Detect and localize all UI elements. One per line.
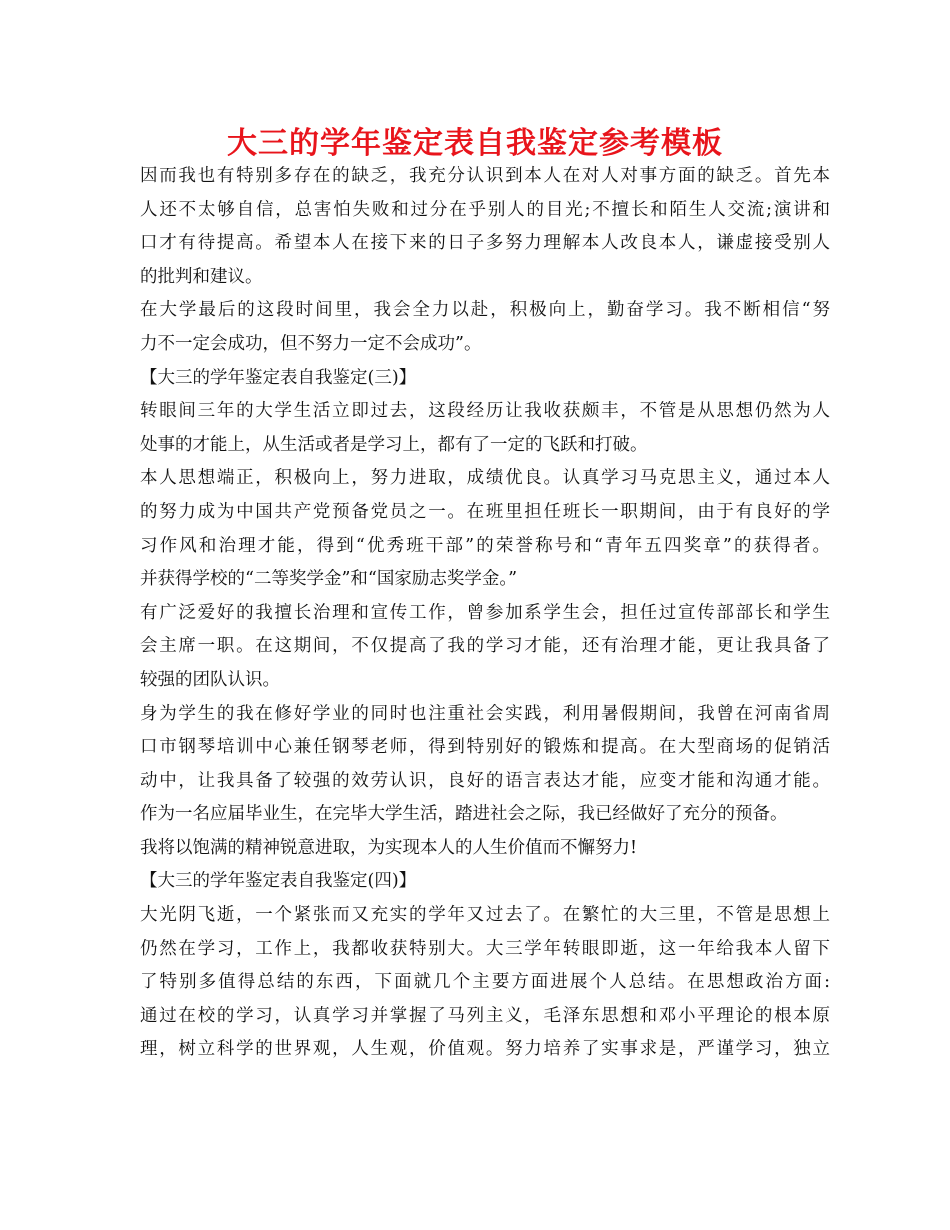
body-line: 口市钢琴培训中心兼任钢琴老师，得到特别好的锻炼和提高。在大型商场的促销活 [140, 737, 830, 758]
body-line: 的批判和建议。 [140, 266, 263, 287]
body-line: 了特别多值得总结的东西，下面就几个主要方面进展个人总结。在思想政治方面: [140, 972, 830, 993]
body-line: 有广泛爱好的我擅长治理和宣传工作，曾参加系学生会，担任过宣传部部长和学生 [140, 602, 830, 623]
body-line: 大光阴飞逝，一个紧张而又充实的学年又过去了。在繁忙的大三里，不管是思想上 [140, 905, 830, 926]
body-line: 仍然在学习，工作上，我都收获特别大。大三学年转眼即逝，这一年给我本人留下 [140, 938, 830, 959]
body-line: 较强的团队认识。 [140, 669, 280, 690]
body-line: 习作风和治理才能，得到“优秀班干部”的荣誉称号和“青年五四奖章”的获得者。 [140, 535, 830, 556]
body-line: 动中，让我具备了较强的效劳认识，良好的语言表达才能，应变才能和沟通才能。 [140, 770, 830, 791]
body-line: 因而我也有特别多存在的缺乏，我充分认识到本人在对人对事方面的缺乏。首先本 [140, 166, 830, 186]
body-line: 并获得学校的“二等奖学金”和“国家励志奖学金。” [140, 569, 518, 590]
body-line: 【大三的学年鉴定表自我鉴定(四)】 [140, 871, 417, 892]
body-line: 人还不太够自信，总害怕失败和过分在乎别人的目光;不擅长和陌生人交流;演讲和 [140, 199, 830, 220]
body-line: 口才有待提高。希望本人在接下来的日子多努力理解本人改良本人，谦虚接受别人 [140, 233, 830, 254]
document-body [140, 160, 830, 1067]
document-title: 大三的学年鉴定表自我鉴定参考模板 [227, 126, 723, 161]
body-line: 身为学生的我在修好学业的同时也注重社会实践，利用暑假期间，我曾在河南省周 [140, 703, 830, 724]
body-line: 理，树立科学的世界观，人生观，价值观。努力培养了实事求是，严谨学习，独立 [140, 1039, 830, 1060]
body-line: 作为一名应届毕业生，在完毕大学生活，踏进社会之际，我已经做好了充分的预备。 [140, 804, 788, 825]
body-line: 转眼间三年的大学生活立即过去，这段经历让我收获颇丰，不管是从思想仍然为人 [140, 401, 830, 422]
body-line: 在大学最后的这段时间里，我会全力以赴，积极向上，勤奋学习。我不断相信“努 [140, 300, 830, 321]
body-line: 本人思想端正，积极向上，努力进取，成绩优良。认真学习马克思主义，通过本人 [140, 468, 830, 489]
body-line: 的努力成为中国共产党预备党员之一。在班里担任班长一职期间，由于有良好的学 [140, 501, 830, 522]
body-line: 处事的才能上，从生活或者是学习上，都有了一定的飞跃和打破。 [140, 434, 648, 455]
body-line: 力不一定会成功，但不努力一定不会成功”。 [140, 333, 482, 354]
body-line: 我将以饱满的精神锐意进取，为实现本人的人生价值而不懈努力! [140, 837, 638, 858]
body-line: 【大三的学年鉴定表自我鉴定(三)】 [140, 367, 417, 388]
body-line: 通过在校的学习，认真学习并掌握了马列主义，毛泽东思想和邓小平理论的根本原 [140, 1005, 830, 1026]
body-line: 会主席一职。在这期间，不仅提高了我的学习才能，还有治理才能，更让我具备了 [140, 636, 830, 657]
